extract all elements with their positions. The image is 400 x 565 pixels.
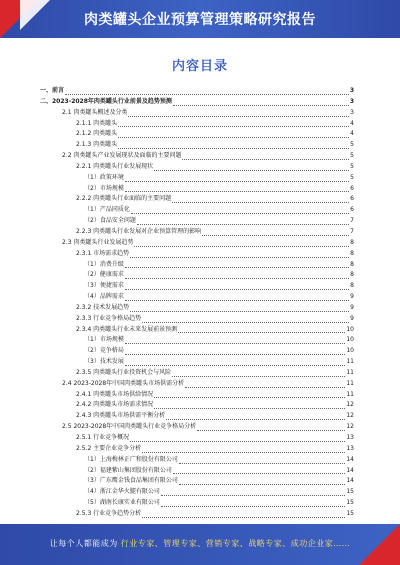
toc-page-number: 14: [346, 477, 354, 485]
toc-leader-dots: [182, 159, 349, 160]
footer-slogan-prefix: 让每个人都能成为: [49, 539, 118, 548]
toc-leader-dots: [118, 126, 349, 127]
toc-entry-text: （4）品牌需求: [84, 293, 124, 301]
toc-entry-text: 2.4.3 肉类罐头市场供需平衡分析: [76, 412, 166, 420]
toc-page-number: 5: [350, 141, 354, 149]
toc-entry-text: 2.4.1 肉类罐头市场供给情况: [76, 390, 154, 398]
toc-page-number: 12: [346, 401, 354, 409]
toc-leader-dots: [173, 473, 346, 474]
toc-leader-dots: [125, 289, 349, 290]
toc-page-number: 4: [350, 119, 354, 127]
toc-entry-text: （1）政策环境: [84, 173, 124, 181]
toc-entry[interactable]: [40, 86, 354, 97]
toc-entry[interactable]: [40, 325, 354, 336]
toc-leader-dots: [130, 257, 349, 258]
toc-leader-dots: [142, 322, 349, 323]
toc-entry-text: 2.3.1 市场需求趋势: [76, 249, 130, 257]
toc-entry-text: （1）产品同质化: [84, 206, 130, 214]
toc-page-number: 15: [346, 499, 354, 507]
toc-heading: 内容目录: [171, 59, 228, 74]
toc-leader-dots: [172, 202, 349, 203]
toc-leader-dots: [134, 246, 349, 247]
toc-entry-text: 一、前言: [40, 87, 65, 94]
toc-entry[interactable]: [40, 129, 354, 140]
toc-leader-dots: [178, 332, 345, 333]
toc-page-number: 6: [350, 184, 354, 192]
toc-page-number: 11: [346, 358, 354, 366]
toc-entry[interactable]: [40, 151, 354, 162]
toc-entry-text: 2.4 2023-2028年中国肉类罐头市场供需分析: [62, 379, 185, 387]
toc-entry[interactable]: [40, 314, 354, 325]
toc-page-number: 5: [350, 162, 354, 170]
toc-entry-text: （2）竞争格局: [84, 347, 124, 355]
toc-leader-dots: [125, 278, 349, 279]
toc-entry-text: 2.5.2 主要企业竞争分析: [76, 444, 142, 452]
toc-page-number: 3: [350, 108, 354, 116]
toc-leader-dots: [179, 463, 346, 464]
toc-leader-dots: [185, 387, 345, 388]
toc-entry[interactable]: [40, 357, 354, 368]
toc-entry[interactable]: [40, 303, 354, 314]
toc-entry-text: 2.3.2 技术发展趋势: [76, 303, 130, 311]
toc-leader-dots: [197, 430, 345, 431]
toc-leader-dots: [125, 365, 346, 366]
toc-entry[interactable]: [40, 411, 354, 422]
toc-leader-dots: [125, 267, 349, 268]
toc-leader-dots: [130, 311, 349, 312]
toc-entry-text: （2）市场规模: [84, 184, 124, 192]
toc-page-number: 3: [349, 97, 354, 105]
toc-entry-text: 2.3 肉类罐头行业发展趋势: [62, 238, 134, 246]
toc-entry-text: 2.1 肉类罐头概述及分类: [62, 108, 128, 116]
toc-entry-text: 2.1.2 肉类罐头: [76, 130, 118, 138]
toc-entry-text: （1）消费升级: [84, 260, 124, 268]
toc-entry-text: 2.4.2 肉类罐头市场需求情况: [76, 401, 154, 409]
toc-page-number: 7: [350, 217, 354, 225]
toc-entry[interactable]: [40, 194, 354, 205]
toc-entry[interactable]: [40, 249, 354, 260]
report-footer-banner: [0, 524, 400, 565]
toc-entry-text: 2.1.1 肉类罐头: [76, 119, 118, 127]
toc-page-number: 8: [350, 249, 354, 257]
toc-page-number: 14: [346, 466, 354, 474]
toc-entry[interactable]: [40, 400, 354, 411]
toc-leader-dots: [131, 213, 349, 214]
toc-leader-dots: [161, 495, 346, 496]
toc-entry[interactable]: [40, 422, 354, 433]
toc-entry[interactable]: [40, 335, 354, 346]
toc-leader-dots: [130, 441, 345, 442]
toc-entry-text: 2.3.3 行业竞争格局趋势: [76, 314, 142, 322]
toc-leader-dots: [172, 376, 345, 377]
toc-entry-text: 2.1.3 肉类罐头: [76, 141, 118, 149]
toc-leader-dots: [173, 105, 349, 106]
toc-entry[interactable]: [40, 346, 354, 357]
toc-leader-dots: [161, 506, 346, 507]
toc-entry[interactable]: [40, 433, 354, 444]
toc-page-number: 14: [346, 455, 354, 463]
toc-page-number: 12: [346, 423, 354, 431]
toc-entry[interactable]: [40, 368, 354, 379]
toc-entry[interactable]: [40, 281, 354, 292]
toc-entry[interactable]: [40, 238, 354, 249]
toc-page-number: 7: [350, 227, 354, 235]
toc-entry-text: （3）技术发展: [84, 358, 124, 366]
toc-entry[interactable]: [40, 260, 354, 271]
toc-page-number: 9: [350, 293, 354, 301]
toc-page-number: 3: [349, 87, 354, 94]
toc-page-number: 11: [346, 390, 354, 398]
toc-leader-dots: [137, 224, 349, 225]
toc-leader-dots: [142, 452, 345, 453]
toc-leader-dots: [125, 354, 346, 355]
toc-page-number: 15: [346, 509, 354, 517]
toc-page-number: 15: [346, 488, 354, 496]
toc-entry[interactable]: [40, 455, 354, 466]
toc-leader-dots: [202, 235, 349, 236]
toc-entry-text: 2.2.3 肉类罐头行业发展对企业预算管理的影响: [76, 227, 202, 235]
toc-entry-text: 2.3.5 肉类罐头行业投资机会与风险: [76, 368, 172, 376]
toc-entry[interactable]: [40, 184, 354, 195]
toc-entry[interactable]: [40, 216, 354, 227]
toc-entry[interactable]: [40, 379, 354, 390]
toc-page-number: 5: [350, 173, 354, 181]
toc-leader-dots: [125, 300, 349, 301]
footer-slogan: [0, 538, 400, 549]
toc-entry-text: （4）浙江金华火腿有限公司: [84, 488, 160, 496]
toc-leader-dots: [154, 170, 349, 171]
toc-page-number: 8: [350, 260, 354, 268]
toc-entry-text: （5）湖南长康实业有限公司: [84, 499, 160, 507]
toc-entry[interactable]: [40, 498, 354, 509]
toc-entry[interactable]: [40, 444, 354, 455]
toc-entry-text: 2.5 2023-2028年中国肉类罐头行业竞争格局分析: [62, 423, 197, 431]
toc-leader-dots: [154, 408, 345, 409]
toc-leader-dots: [118, 137, 349, 138]
toc-page-number: 6: [350, 195, 354, 203]
toc-leader-dots: [142, 517, 345, 518]
toc-entry-text: （1）市场规模: [84, 336, 124, 344]
toc-entry[interactable]: [40, 390, 354, 401]
toc-entry[interactable]: [40, 97, 354, 108]
toc-leader-dots: [128, 116, 349, 117]
toc-page-number: 9: [350, 314, 354, 322]
report-title: 肉类罐头企业预算管理策略研究报告: [84, 12, 316, 28]
toc-entry-text: （1）上海梅林正广和股份有限公司: [84, 455, 178, 463]
toc-leader-dots: [125, 343, 346, 344]
toc-entry[interactable]: [40, 140, 354, 151]
toc-entry[interactable]: [40, 162, 354, 173]
toc-page-number: 6: [350, 206, 354, 214]
toc-leader-dots: [65, 94, 349, 95]
toc-page-number: 10: [346, 336, 354, 344]
toc-page-number: 5: [350, 152, 354, 160]
toc-entry-text: 2.2.1 肉类罐头行业发展现状: [76, 162, 154, 170]
toc-entry-text: （2）食品安全问题: [84, 217, 136, 225]
toc-entry-text: （3）便捷需求: [84, 282, 124, 290]
toc-page-number: 13: [346, 444, 354, 452]
toc-page-number: 8: [350, 282, 354, 290]
toc-page-number: 4: [350, 130, 354, 138]
toc-leader-dots: [166, 419, 345, 420]
toc-entry-text: （3）广东鹰金钱食品集团有限公司: [84, 477, 178, 485]
toc-entry-text: 2.5.1 行业竞争概况: [76, 434, 130, 441]
toc-entry[interactable]: [40, 119, 354, 130]
toc-page-number: 13: [346, 434, 354, 441]
toc-page-number: 11: [346, 379, 354, 387]
toc-entry-text: 2.2.2 肉类罐头行业面临的主要问题: [76, 195, 172, 203]
toc-entry-text: 2.2 肉类罐头产业发展现状及面临的主要问题: [62, 152, 182, 160]
toc-entry[interactable]: [40, 509, 354, 520]
toc-entry[interactable]: [40, 227, 354, 238]
toc-leader-dots: [118, 148, 349, 149]
toc-entry[interactable]: [40, 173, 354, 184]
table-of-contents: [40, 86, 354, 520]
toc-entry-text: （2）福建紫山集团股份有限公司: [84, 466, 172, 474]
toc-entry-text: 2.5.3 行业竞争趋势分析: [76, 509, 142, 517]
toc-entry-text: 2.3.4 肉类罐头行业未来发展前景预测: [76, 325, 178, 333]
footer-slogan-highlight: 行业专家、管理专家、营销专家、战略专家、成功企业家……: [120, 539, 351, 548]
toc-page-number: 10: [346, 325, 354, 333]
report-header-banner: [0, 0, 400, 38]
toc-leader-dots: [179, 484, 346, 485]
toc-page-number: 8: [350, 238, 354, 246]
toc-page-number: 8: [350, 271, 354, 279]
toc-leader-dots: [154, 397, 345, 398]
toc-page-number: 9: [350, 303, 354, 311]
toc-entry-text: 二、2023-2028年肉类罐头行业前景及趋势预测: [40, 97, 172, 105]
toc-entry-text: （2）健康需求: [84, 271, 124, 279]
toc-page-number: 10: [346, 347, 354, 355]
toc-entry[interactable]: [40, 466, 354, 477]
toc-entry[interactable]: [40, 487, 354, 498]
toc-entry[interactable]: [40, 476, 354, 487]
toc-entry[interactable]: [40, 270, 354, 281]
toc-leader-dots: [125, 181, 349, 182]
toc-page-number: 11: [346, 368, 354, 376]
toc-entry[interactable]: [40, 108, 354, 119]
toc-entry[interactable]: [40, 205, 354, 216]
toc-page-number: 12: [346, 412, 354, 420]
toc-leader-dots: [125, 191, 349, 192]
toc-entry[interactable]: [40, 292, 354, 303]
